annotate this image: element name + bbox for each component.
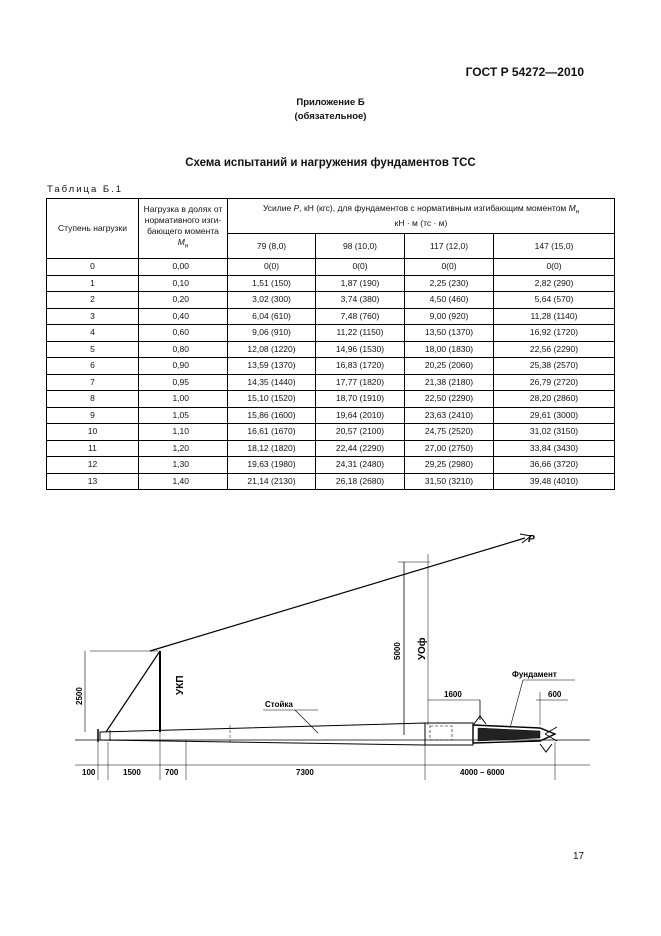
cell-stage: 2 — [47, 292, 139, 309]
ukp-label: УКП — [175, 675, 186, 695]
cell-force: 11,22 (1150) — [316, 325, 405, 342]
cell-force: 3,74 (380) — [316, 292, 405, 309]
cell-force: 7,48 (760) — [316, 308, 405, 325]
cable — [150, 538, 525, 651]
cell-force: 14,35 (1440) — [228, 374, 316, 391]
table-row — [47, 424, 615, 441]
cell-force: 25,38 (2570) — [494, 358, 615, 375]
table-row — [47, 358, 615, 375]
table-row — [47, 325, 615, 342]
cell-force: 24,75 (2520) — [405, 424, 494, 441]
cell-stage: 12 — [47, 457, 139, 474]
cell-force: 6,04 (610) — [228, 308, 316, 325]
foundation-leader — [510, 680, 523, 728]
cell-force: 14,96 (1530) — [316, 341, 405, 358]
cell-force: 21,38 (2180) — [405, 374, 494, 391]
table-row — [47, 341, 615, 358]
dim-4000-6000: 4000 – 6000 — [460, 768, 505, 777]
cell-force: 31,02 (3150) — [494, 424, 615, 441]
cell-force: 18,12 (1820) — [228, 440, 316, 457]
cell-force: 20,57 (2100) — [316, 424, 405, 441]
post-body — [100, 723, 425, 745]
cell-stage: 11 — [47, 440, 139, 457]
cell-force: 12,08 (1220) — [228, 341, 316, 358]
cell-force: 1,87 (190) — [316, 275, 405, 292]
cell-force: 1,51 (150) — [228, 275, 316, 292]
cell-force: 26,18 (2680) — [316, 473, 405, 490]
cell-load: 1,10 — [139, 424, 228, 441]
cell-load: 0,10 — [139, 275, 228, 292]
cell-force: 18,70 (1910) — [316, 391, 405, 408]
cell-force: 15,10 (1520) — [228, 391, 316, 408]
cell-load: 1,00 — [139, 391, 228, 408]
cell-force: 36,66 (3720) — [494, 457, 615, 474]
table-caption: Таблица Б.1 — [47, 184, 124, 195]
page-number: 17 — [573, 851, 585, 862]
table-body — [47, 259, 615, 490]
cell-stage: 0 — [47, 259, 139, 276]
header-force: Усилие Р, кН (кгс), для фундаментов с нормативным изгибающим моментом $М_н$ кН · м (тс · м) — [228, 199, 615, 234]
table-row — [47, 308, 615, 325]
cell-force: 15,86 (1600) — [228, 407, 316, 424]
cell-force: 19,64 (2010) — [316, 407, 405, 424]
cell-load: 0,80 — [139, 341, 228, 358]
cell-force: 24,31 (2480) — [316, 457, 405, 474]
header-moment: 79 (8,0) — [228, 234, 316, 259]
cell-load: 0,95 — [139, 374, 228, 391]
post-leader — [295, 710, 318, 733]
header-load: Нагрузка в долях от нормативного изги-бающего момента $М_н$ — [139, 199, 228, 259]
cell-force: 23,63 (2410) — [405, 407, 494, 424]
cell-force: 5,64 (570) — [494, 292, 615, 309]
cell-force: 16,61 (1670) — [228, 424, 316, 441]
cell-force: 26,79 (2720) — [494, 374, 615, 391]
cell-stage: 10 — [47, 424, 139, 441]
ukp-brace — [106, 651, 160, 732]
cell-stage: 4 — [47, 325, 139, 342]
appendix-label: Приложение Б — [296, 97, 365, 108]
table-row — [47, 391, 615, 408]
document-code: ГОСТ Р 54272—2010 — [465, 65, 584, 79]
header-stage: Ступень нагрузки — [47, 199, 139, 259]
dim-1500: 1500 — [123, 768, 141, 777]
dim-1600: 1600 — [444, 690, 462, 699]
cell-force: 19,63 (1980) — [228, 457, 316, 474]
cell-force: 21,14 (2130) — [228, 473, 316, 490]
cell-stage: 7 — [47, 374, 139, 391]
appendix-heading — [0, 96, 661, 124]
cell-force: 2,25 (230) — [405, 275, 494, 292]
cell-force: 9,06 (910) — [228, 325, 316, 342]
cell-force: 31,50 (3210) — [405, 473, 494, 490]
post-label: Стойка — [265, 700, 293, 709]
table-row — [47, 457, 615, 474]
cell-force: 22,56 (2290) — [494, 341, 615, 358]
cell-force: 28,20 (2860) — [494, 391, 615, 408]
cell-force: 13,59 (1370) — [228, 358, 316, 375]
support-bottom — [540, 744, 552, 752]
cell-load: 0,40 — [139, 308, 228, 325]
cell-force: 3,02 (300) — [228, 292, 316, 309]
cell-force: 22,44 (2290) — [316, 440, 405, 457]
cell-stage: 9 — [47, 407, 139, 424]
dim-600: 600 — [548, 690, 562, 699]
cell-force: 0(0) — [494, 259, 615, 276]
cell-force: 33,84 (3430) — [494, 440, 615, 457]
cell-force: 17,77 (1820) — [316, 374, 405, 391]
dim-100: 100 — [82, 768, 96, 777]
foundation-label: Фундамент — [512, 670, 557, 679]
cell-load: 0,90 — [139, 358, 228, 375]
dim-7300: 7300 — [296, 768, 314, 777]
cell-stage: 5 — [47, 341, 139, 358]
cell-stage: 6 — [47, 358, 139, 375]
table-row — [47, 292, 615, 309]
table-row — [47, 275, 615, 292]
header-moment: 147 (15,0) — [494, 234, 615, 259]
cell-force: 27,00 (2750) — [405, 440, 494, 457]
foundation-inner — [430, 726, 452, 740]
cell-force: 0(0) — [228, 259, 316, 276]
cell-stage: 13 — [47, 473, 139, 490]
cell-load: 0,20 — [139, 292, 228, 309]
cell-force: 22,50 (2290) — [405, 391, 494, 408]
cell-force: 29,61 (3000) — [494, 407, 615, 424]
test-scheme-diagram — [0, 520, 661, 790]
cell-stage: 1 — [47, 275, 139, 292]
load-table — [46, 198, 615, 490]
cell-stage: 8 — [47, 391, 139, 408]
cell-force: 2,82 (290) — [494, 275, 615, 292]
foundation-hatch — [478, 728, 540, 741]
cell-force: 0(0) — [405, 259, 494, 276]
dim-2500: 2500 — [75, 687, 84, 705]
uof-label: УОф — [417, 637, 428, 660]
table-row — [47, 440, 615, 457]
cell-force: 13,50 (1370) — [405, 325, 494, 342]
cell-force: 11,28 (1140) — [494, 308, 615, 325]
table-row — [47, 473, 615, 490]
cell-load: 1,40 — [139, 473, 228, 490]
cell-force: 39,48 (4010) — [494, 473, 615, 490]
dim-5000: 5000 — [393, 642, 402, 660]
cell-load: 1,30 — [139, 457, 228, 474]
table-row — [47, 407, 615, 424]
cell-load: 0,00 — [139, 259, 228, 276]
cell-force: 0(0) — [316, 259, 405, 276]
cell-load: 0,60 — [139, 325, 228, 342]
table-row — [47, 259, 615, 276]
cell-force: 20,25 (2060) — [405, 358, 494, 375]
dim-700: 700 — [165, 768, 179, 777]
cell-force: 16,83 (1720) — [316, 358, 405, 375]
cell-stage: 3 — [47, 308, 139, 325]
cell-force: 4,50 (460) — [405, 292, 494, 309]
cell-force: 9,00 (920) — [405, 308, 494, 325]
force-label: P — [528, 534, 535, 545]
cell-load: 1,05 — [139, 407, 228, 424]
cell-force: 16,92 (1720) — [494, 325, 615, 342]
cell-load: 1,20 — [139, 440, 228, 457]
section-title: Схема испытаний и нагружения фундаментов ТСС — [185, 157, 476, 169]
cell-force: 29,25 (2980) — [405, 457, 494, 474]
header-moment: 117 (12,0) — [405, 234, 494, 259]
table-row — [47, 374, 615, 391]
header-moment: 98 (10,0) — [316, 234, 405, 259]
cell-force: 18,00 (1830) — [405, 341, 494, 358]
appendix-status: (обязательное) — [294, 111, 367, 122]
